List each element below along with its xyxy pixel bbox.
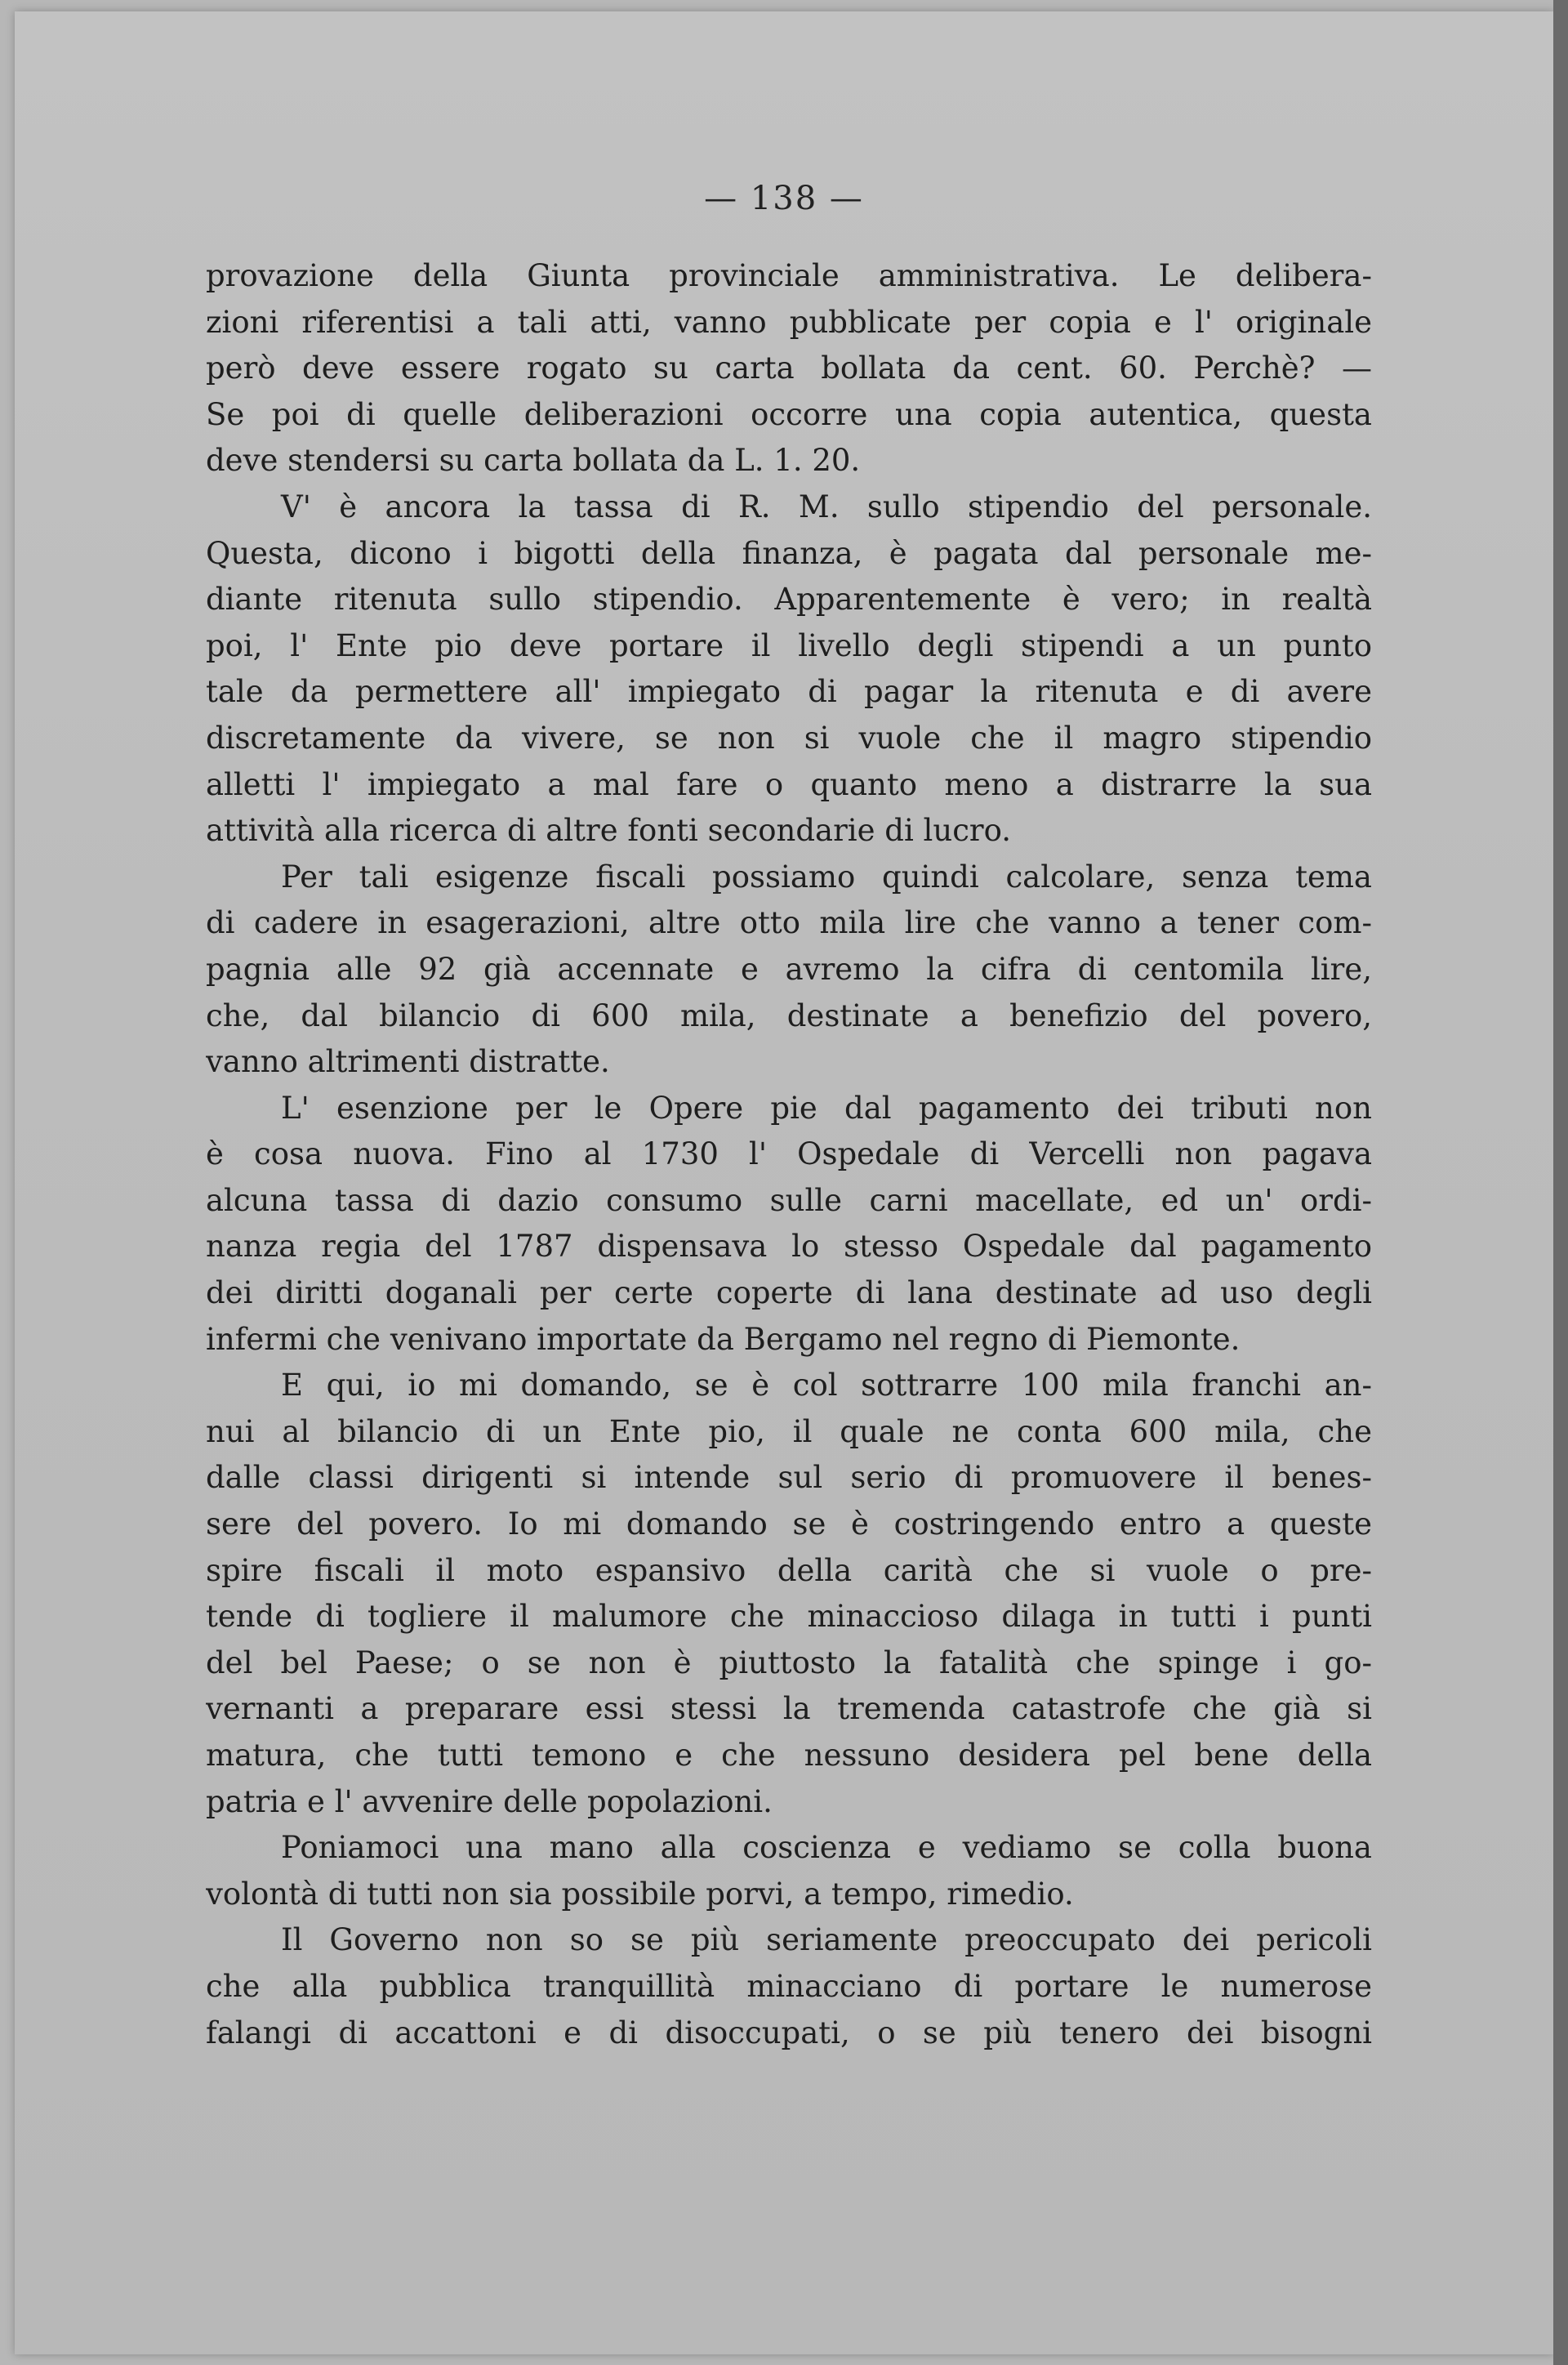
page-number-header: — 138 — (704, 180, 864, 217)
text-line: del bel Paese; o se non è piuttosto la fatalità che spinge i go- (206, 1644, 1372, 1680)
text-line: V' è ancora la tassa di R. M. sullo stipendio del personale. (281, 489, 1372, 524)
text-line: però deve essere rogato su carta bollata da cent. 60. Perchè? — (206, 350, 1372, 386)
text-line: provazione della Giunta provinciale amministrativa. Le delibera- (206, 258, 1372, 293)
text-line: tale da permettere all' impiegato di pagar la ritenuta e di avere (206, 674, 1372, 710)
text-line: vernanti a preparare essi stessi la tremenda catastrofe che già si (206, 1691, 1372, 1727)
text-line: attività alla ricerca di altre fonti secondarie di lucro. (206, 813, 1011, 849)
text-line: di cadere in esagerazioni, altre otto mila lire che vanno a tener com- (206, 905, 1372, 941)
text-line: vanno altrimenti distratte. (206, 1044, 610, 1080)
body-text (206, 253, 1372, 2056)
text-line: alcuna tassa di dazio consumo sulle carni macellate, ed un' ordi- (206, 1182, 1372, 1218)
text-line: che, dal bilancio di 600 mila, destinate a benefizio del povero, (206, 997, 1372, 1033)
text-line: dei diritti doganali per certe coperte di lana destinate ad uso degli (206, 1275, 1372, 1311)
text-line: che alla pubblica tranquillità minacciano di portare le numerose (206, 1968, 1372, 2004)
text-line: Per tali esigenze fiscali possiamo quindi calcolare, senza tema (281, 859, 1372, 895)
text-line: volontà di tutti non sia possibile porvi, a tempo, rimedio. (206, 1876, 1074, 1912)
text-line: Questa, dicono i bigotti della finanza, è pagata dal personale me- (206, 535, 1372, 571)
text-line: spire fiscali il moto espansivo della carità che si vuole o pre- (206, 1552, 1372, 1588)
text-line: zioni riferentisi a tali atti, vanno pubblicate per copia e l' originale (206, 304, 1372, 340)
text-line: L' esenzione per le Opere pie dal pagamento dei tributi non (281, 1090, 1372, 1126)
text-line: matura, che tutti temono e che nessuno desidera pel bene della (206, 1738, 1372, 1773)
text-line: falangi di accattoni e di disoccupati, o se più tenero dei bisogni (206, 2015, 1372, 2050)
text-line: sere del povero. Io mi domando se è costringendo entro a queste (206, 1506, 1372, 1542)
text-line: Poniamoci una mano alla coscienza e vediamo se colla buona (281, 1830, 1372, 1866)
text-line: diante ritenuta sullo stipendio. Apparentemente è vero; in realtà (206, 582, 1372, 618)
text-line: poi, l' Ente pio deve portare il livello degli stipendi a un punto (206, 627, 1372, 663)
scan-right-edge (1553, 0, 1568, 2365)
text-line: discretamente da vivere, se non si vuole che il magro stipendio (206, 720, 1372, 756)
text-line: patria e l' avvenire delle popolazioni. (206, 1783, 773, 1819)
text-line: è cosa nuova. Fino al 1730 l' Ospedale di Vercelli non pagava (206, 1136, 1372, 1172)
text-line: deve stendersi su carta bollata da L. 1. 20. (206, 443, 861, 479)
text-line: Il Governo non so se più seriamente preoccupato dei pericoli (281, 1922, 1372, 1958)
text-line: nui al bilancio di un Ente pio, il quale ne conta 600 mila, che (206, 1413, 1372, 1449)
text-line: dalle classi dirigenti si intende sul serio di promuovere il benes- (206, 1460, 1372, 1496)
text-line: pagnia alle 92 già accennate e avremo la cifra di centomila lire, (206, 951, 1372, 987)
text-line: tende di togliere il malumore che minaccioso dilaga in tutti i punti (206, 1599, 1372, 1635)
text-line: nanza regia del 1787 dispensava lo stesso Ospedale dal pagamento (206, 1229, 1372, 1265)
text-line: Se poi di quelle deliberazioni occorre una copia autentica, questa (206, 396, 1372, 432)
text-line: alletti l' impiegato a mal fare o quanto meno a distrarre la sua (206, 766, 1372, 802)
text-line: E qui, io mi domando, se è col sottrarre 100 mila franchi an- (281, 1368, 1372, 1403)
text-line: infermi che venivano importate da Bergamo nel regno di Piemonte. (206, 1321, 1241, 1357)
